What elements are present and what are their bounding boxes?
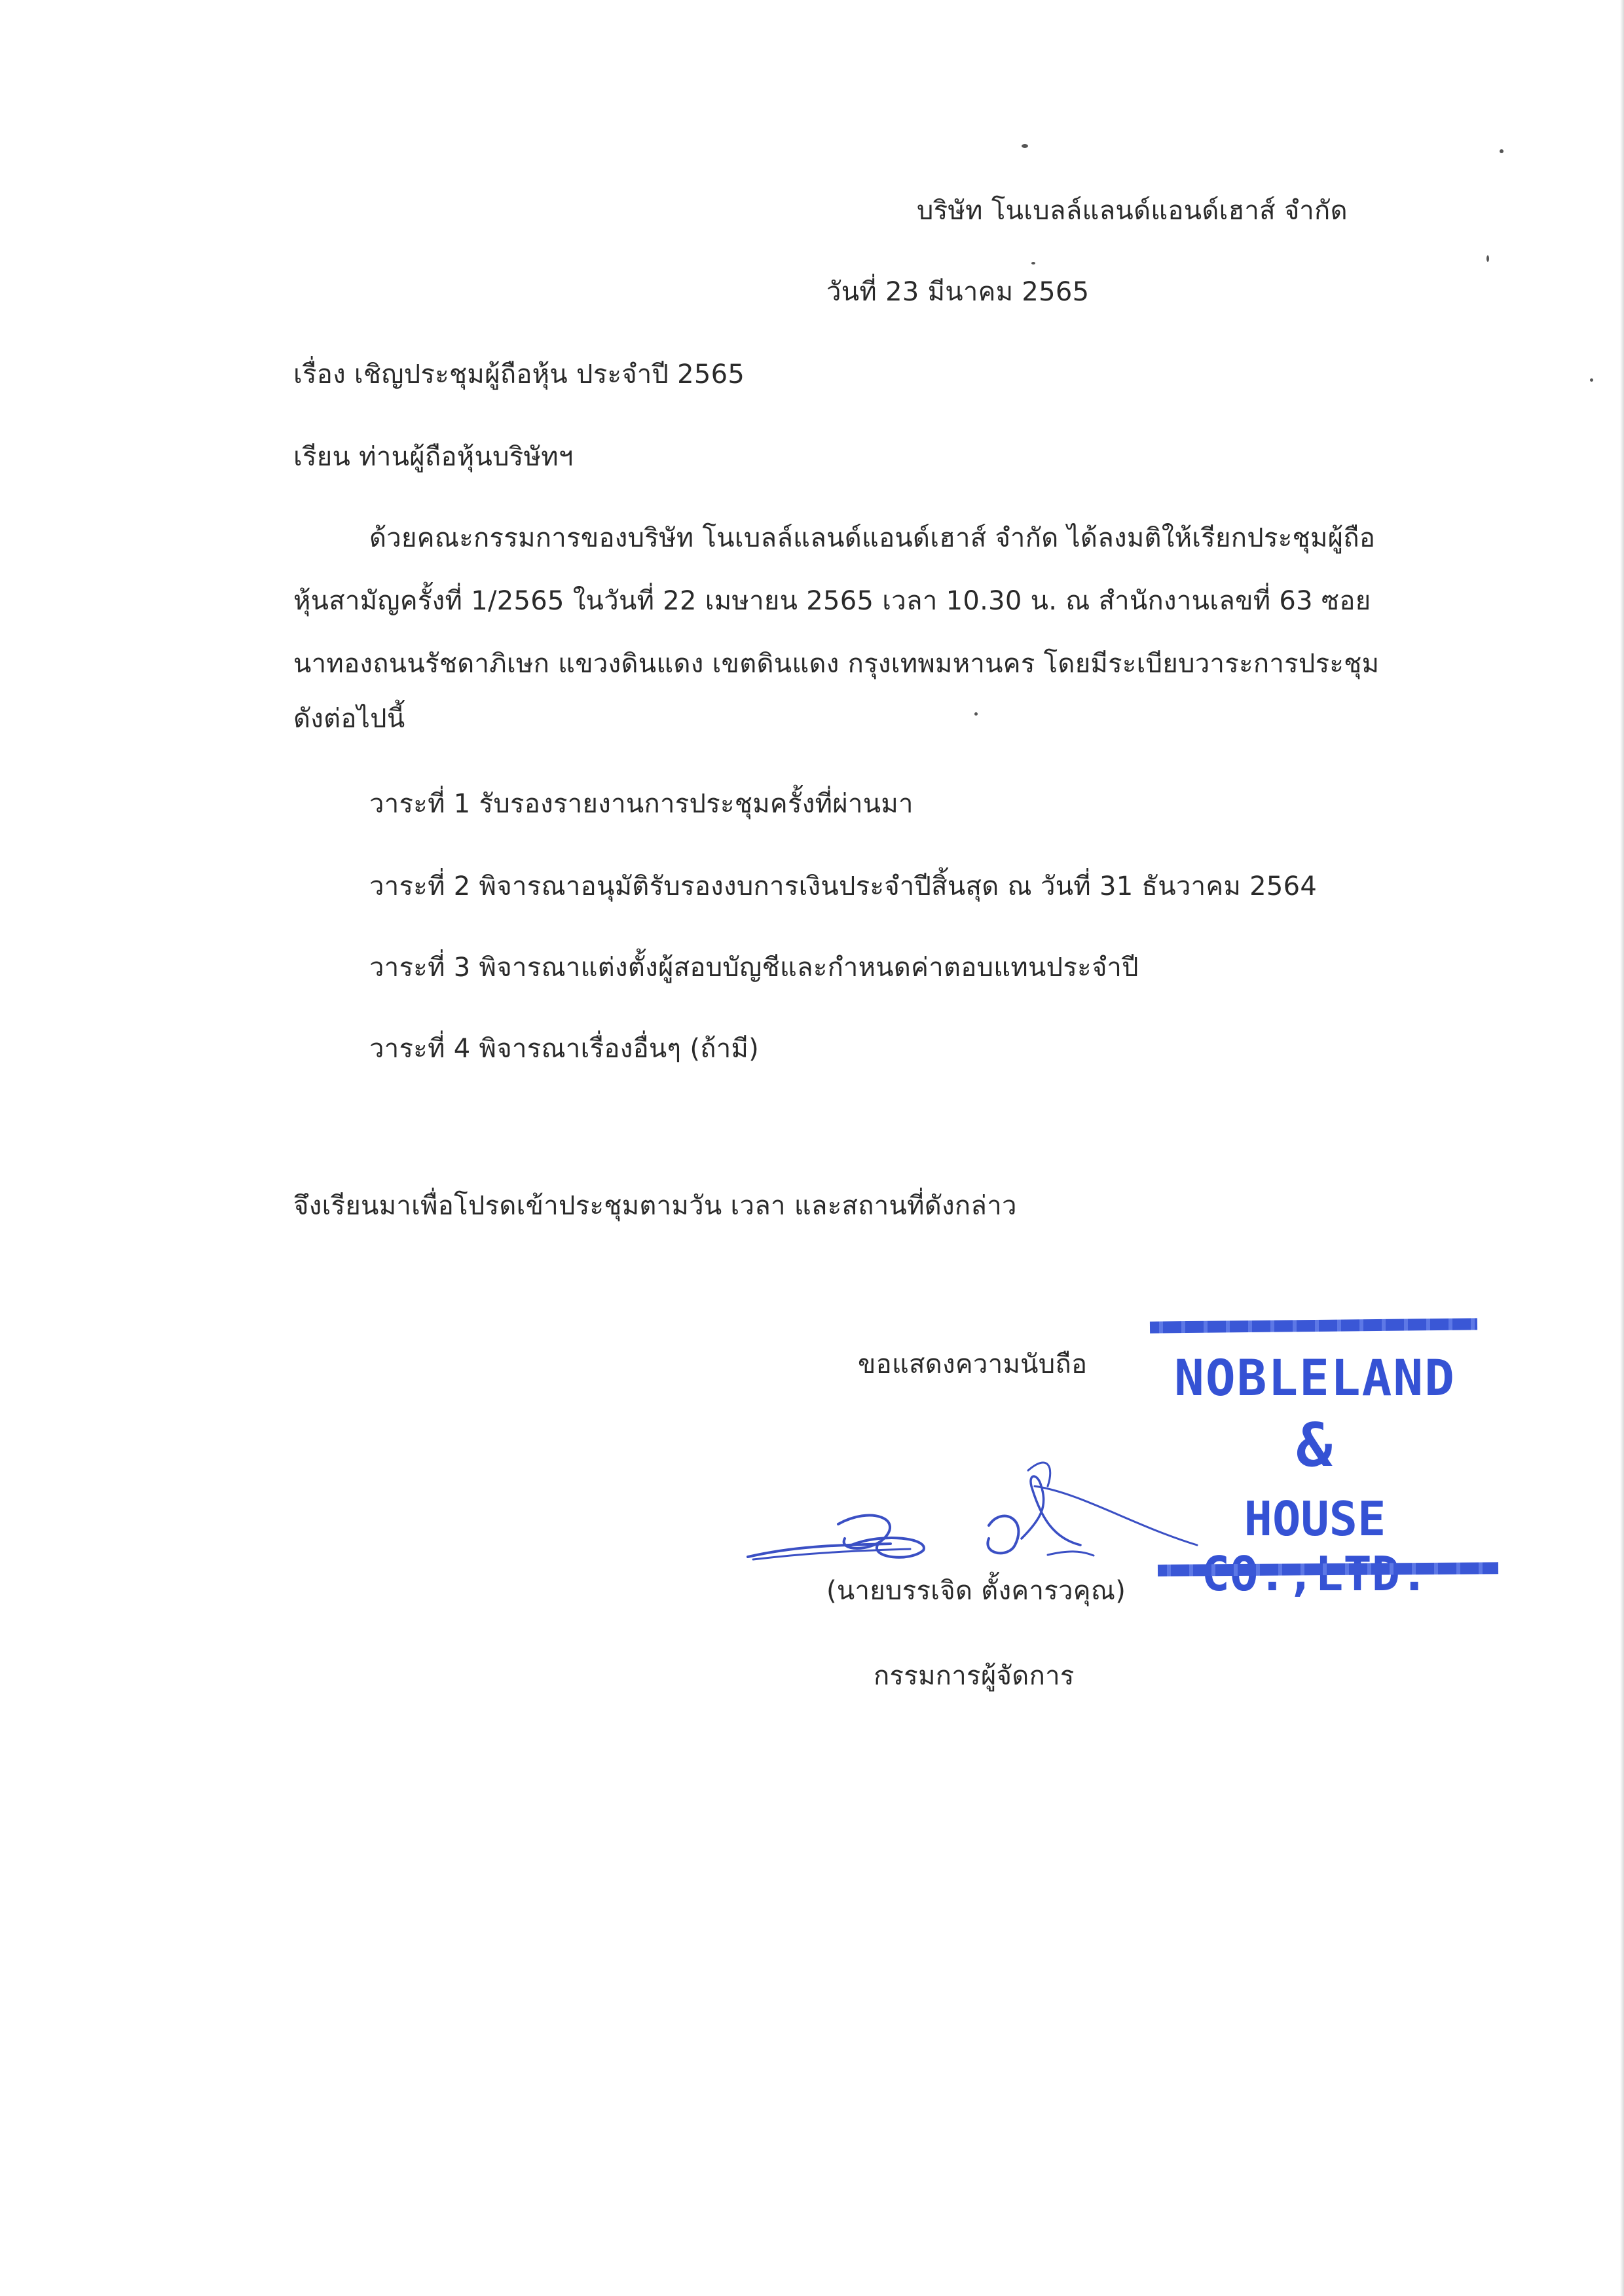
letter-date: วันที่ 23 มีนาคม 2565: [826, 277, 1090, 307]
letter-recipient: เรียน ท่านผู้ถือหุ้นบริษัทฯ: [293, 442, 574, 472]
signatory-title: กรรมการผู้จัดการ: [874, 1661, 1075, 1691]
stamp-top-bar: [1150, 1318, 1477, 1333]
body-line: ดังต่อไปนี้: [293, 704, 405, 734]
agenda-item-4: วาระที่ 4 พิจารณาเรื่องอื่นๆ (ถ้ามี): [369, 1034, 760, 1064]
scan-speck: [1590, 378, 1593, 382]
stamp-bottom-bar: [1158, 1562, 1498, 1576]
agenda-item-2: วาระที่ 2 พิจารณาอนุมัติรับรองงบการเงินประจำปีสิ้นสุด ณ วันที่ 31 ธันวาคม 2564: [369, 871, 1318, 902]
scan-speck: [974, 712, 978, 716]
handwritten-signature: [740, 1447, 1198, 1578]
scan-edge-shadow: [1620, 0, 1624, 2296]
scan-speck: [1022, 144, 1028, 148]
agenda-item-1: วาระที่ 1 รับรองรายงานการประชุมครั้งที่ผ่านมา: [369, 789, 913, 819]
agenda-item-3: วาระที่ 3 พิจารณาแต่งตั้งผู้สอบบัญชีและกำหนดค่าตอบแทนประจำปี: [369, 953, 1139, 983]
stamp-line-3: HOUSE: [1244, 1491, 1386, 1546]
signatory-name: (นายบรรเจิด ตั้งคารวคุณ): [826, 1576, 1126, 1606]
stamp-line-1: NOBLELAND: [1174, 1349, 1456, 1407]
body-line: หุ้นสามัญครั้งที่ 1/2565 ในวันที่ 22 เมษายน 2565 เวลา 10.30 น. ณ สำนักงานเลขที่ 63 ซอย: [293, 586, 1371, 616]
company-header: บริษัท โนเบลล์แลนด์แอนด์เฮาส์ จำกัด: [917, 196, 1348, 226]
scan-speck: [1500, 149, 1504, 153]
body-line: นาทองถนนรัชดาภิเษก แขวงดินแดง เขตดินแดง กรุงเทพมหานคร โดยมีระเบียบวาระการประชุม: [293, 649, 1380, 679]
scan-speck: [1031, 262, 1035, 264]
letter-subject: เรื่อง เชิญประชุมผู้ถือหุ้น ประจำปี 2565: [293, 359, 745, 390]
regards: ขอแสดงความนับถือ: [858, 1349, 1088, 1379]
body-line: ด้วยคณะกรรมการของบริษัท โนเบลล์แลนด์แอนด์เฮาส์ จำกัด ได้ลงมติให้เรียกประชุมผู้ถือ: [369, 523, 1376, 553]
company-stamp: [1145, 1320, 1485, 1582]
closing-sentence: จึงเรียนมาเพื่อโปรดเข้าประชุมตามวัน เวลา และสถานที่ดังกล่าว: [293, 1191, 1017, 1221]
scan-speck: [1486, 255, 1489, 262]
stamp-line-2: &: [1296, 1410, 1334, 1480]
